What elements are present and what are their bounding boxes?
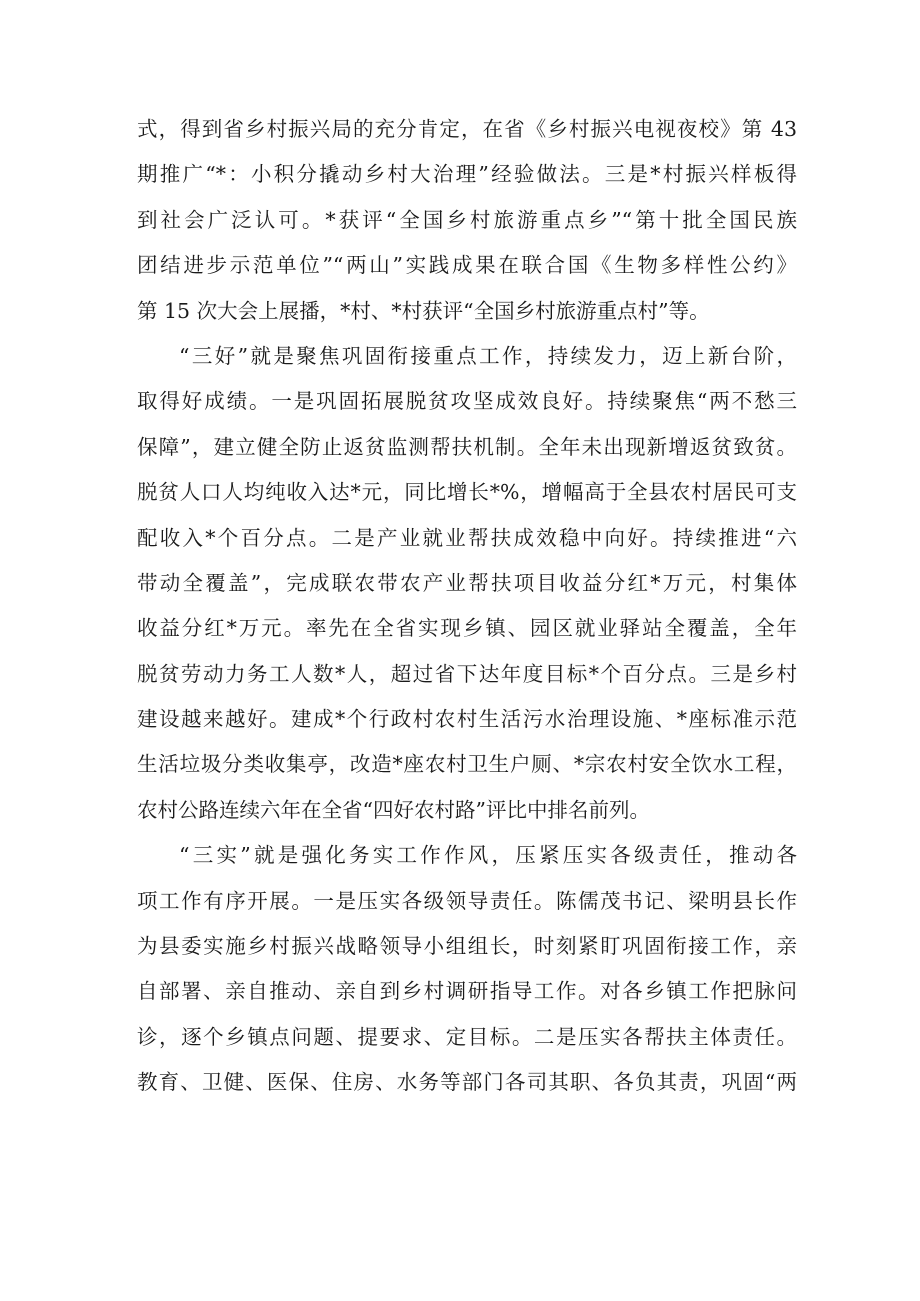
paragraph-1	[137, 107, 797, 334]
text-line: 为县委实施乡村振兴战略领导小组组长，时刻紧盯巩固衔接工作，亲	[137, 934, 797, 959]
text-line: 保障”，建立健全防止返贫监测帮扶机制。全年未出现新增返贫致贫。	[137, 434, 797, 459]
text-line: 脱贫人口人均纯收入达*元，同比增长*%，增幅高于全县农村居民可支	[137, 480, 797, 505]
text-line: 建设越来越好。建成*个行政村农村生活污水治理设施、*座标准示范	[137, 707, 797, 732]
text-line: 自部署、亲自推动、亲自到乡村调研指导工作。对各乡镇工作把脉问	[137, 979, 797, 1004]
paragraph-2	[137, 334, 797, 833]
text-line: 脱贫劳动力务工人数*人，超过省下达年度目标*个百分点。三是乡村	[137, 661, 797, 686]
text-line: 生活垃圾分类收集亭，改造*座农村卫生户厕、*宗农村安全饮水工程，	[137, 752, 797, 777]
text-line: 取得好成绩。一是巩固拓展脱贫攻坚成效良好。持续聚焦“两不愁三	[137, 389, 797, 414]
text-line: “三好”就是聚焦巩固衔接重点工作，持续发力，迈上新台阶，	[179, 343, 797, 368]
text-line: 期推广“*：小积分撬动乡村大治理”经验做法。三是*村振兴样板得	[137, 162, 797, 187]
text-line: “三实”就是强化务实工作作风，压紧压实各级责任，推动各	[179, 843, 797, 868]
text-line: 第 15 次大会上展播，*村、*村获评“全国乡村旅游重点村”等。	[137, 298, 710, 323]
text-line: 诊，逐个乡镇点问题、提要求、定目标。二是压实各帮扶主体责任。	[137, 1024, 797, 1049]
text-line: 教育、卫健、医保、住房、水务等部门各司其职、各负其责，巩固“两	[137, 1070, 797, 1095]
text-line: 配收入*个百分点。二是产业就业帮扶成效稳中向好。持续推进“六	[137, 525, 797, 550]
document-body	[137, 107, 797, 1106]
paragraph-3	[137, 833, 797, 1105]
text-line: 到社会广泛认可。*获评“全国乡村旅游重点乡”“第十批全国民族	[137, 207, 797, 232]
text-line: 收益分红*万元。率先在全省实现乡镇、园区就业驿站全覆盖，全年	[137, 616, 797, 641]
text-line: 团结进步示范单位”“两山”实践成果在联合国《生物多样性公约》	[137, 253, 797, 278]
text-line: 式，得到省乡村振兴局的充分肯定，在省《乡村振兴电视夜校》第 43	[137, 117, 797, 141]
text-line: 农村公路连续六年在全省“四好农村路”评比中排名前列。	[137, 797, 650, 822]
text-line: 带动全覆盖”，完成联农带农产业帮扶项目收益分红*万元，村集体	[137, 570, 797, 595]
text-line: 项工作有序开展。一是压实各级领导责任。陈儒茂书记、梁明县长作	[137, 888, 797, 913]
